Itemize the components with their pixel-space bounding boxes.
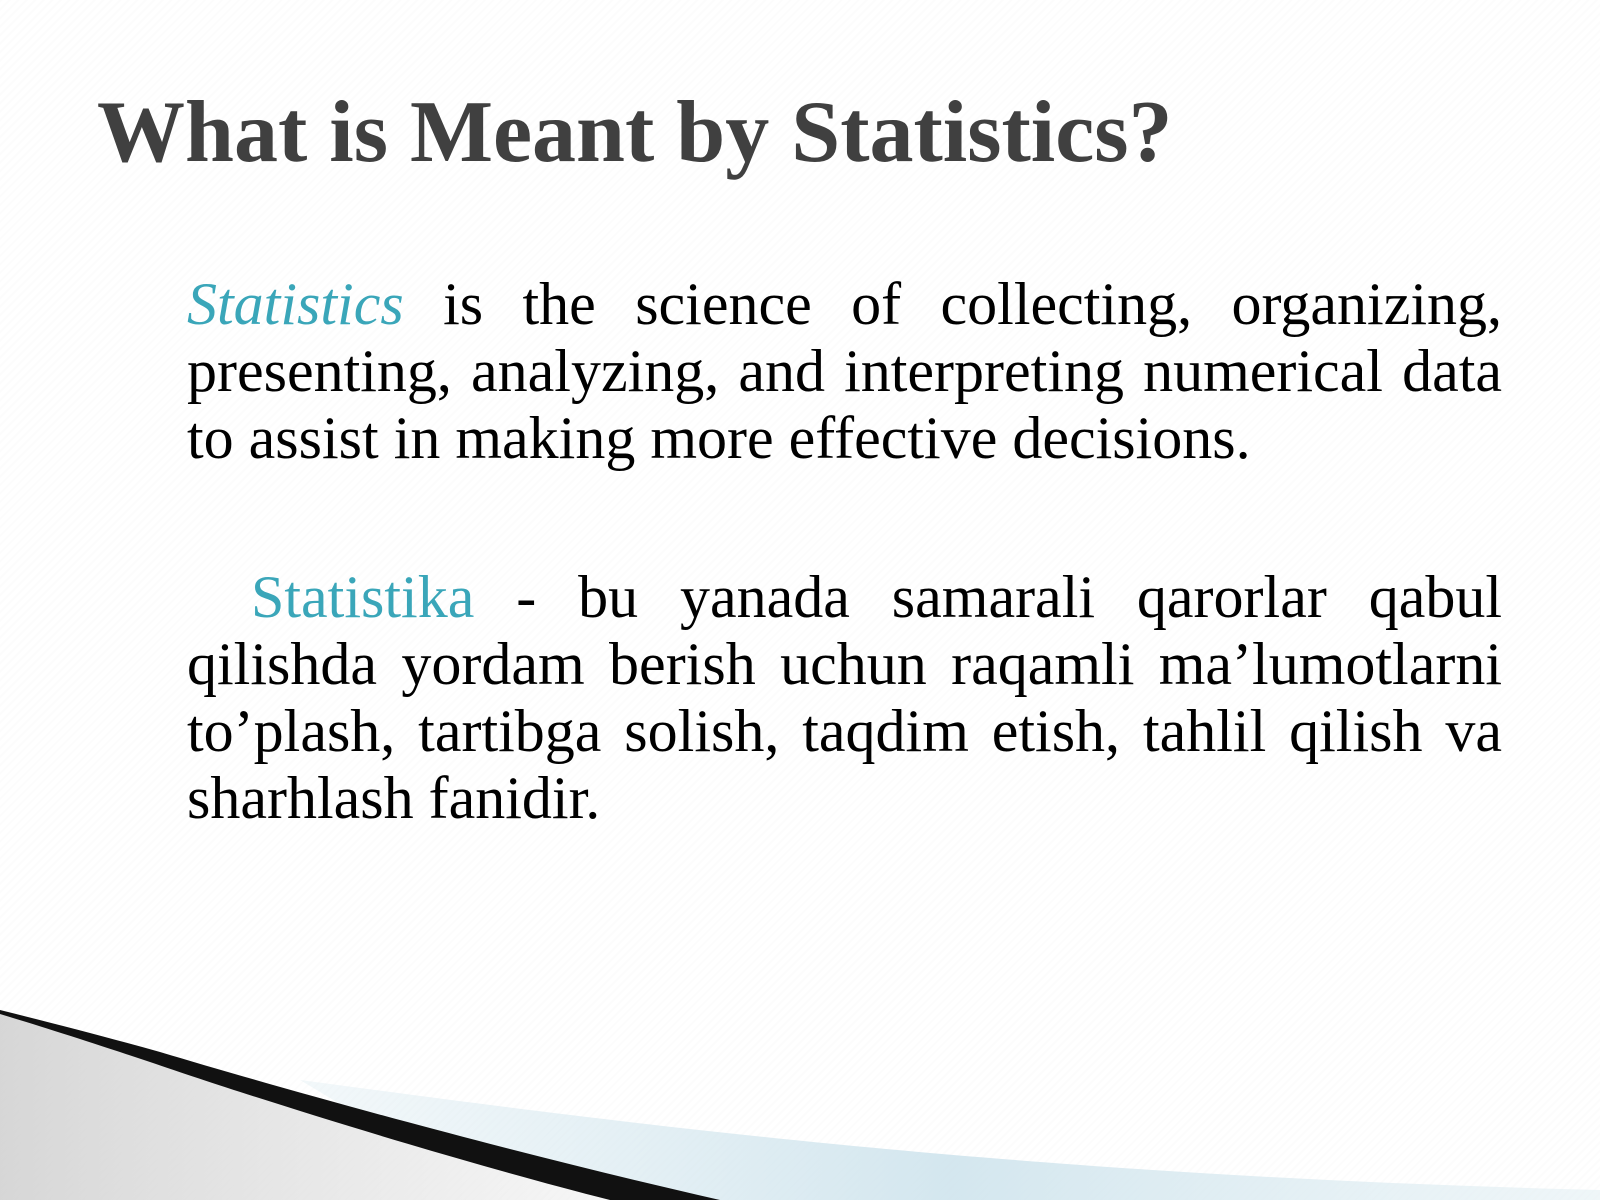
definition-english: is the science of collecting, organizing, presenting, analyzing, and interpreting numerical data to assist in making more effective decisions. xyxy=(187,271,1502,471)
term-statistics: Statistics xyxy=(187,271,404,337)
decorative-swoosh xyxy=(0,1000,1600,1200)
definition-uzbek: - bu yanada samarali qarorlar qabul qilishda yordam berish uchun raqamli ma’lumotlarni to’plash, tartibga solish, taqdim etish, tahlil qilish va sharhlash fanidir. xyxy=(187,564,1502,831)
term-statistika: Statistika xyxy=(251,564,475,630)
paragraph-uzbek xyxy=(187,564,1502,832)
slide-title: What is Meant by Statistics? xyxy=(97,84,1173,181)
slide-body xyxy=(187,271,1502,832)
paragraph-english xyxy=(187,271,1502,472)
